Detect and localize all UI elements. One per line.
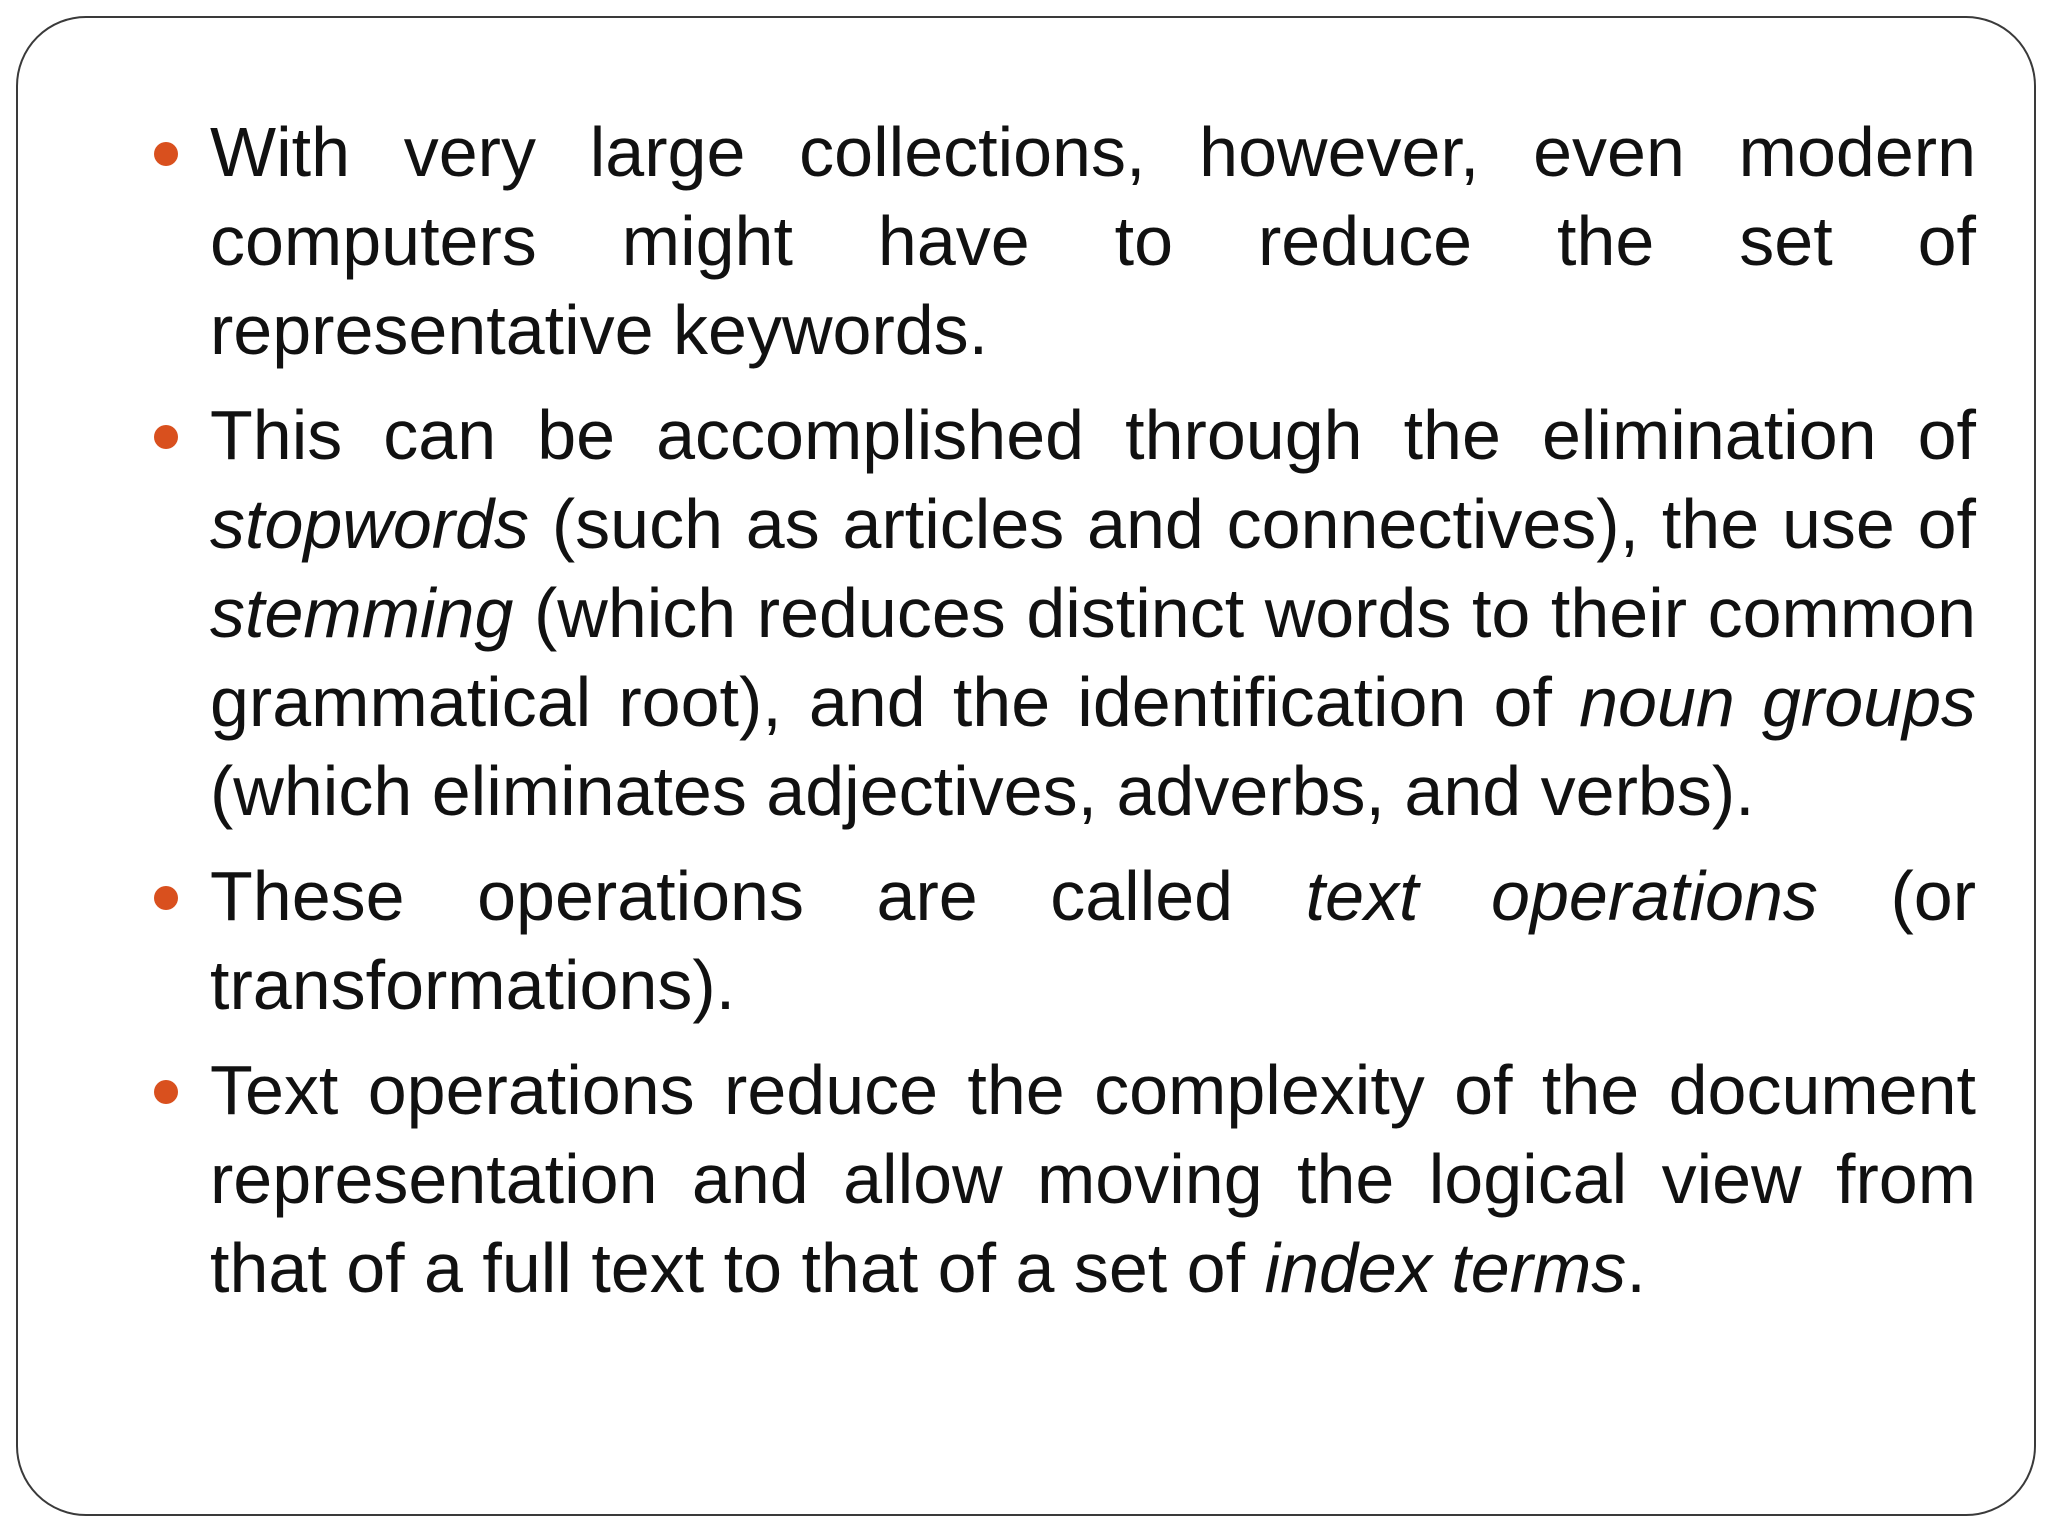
bullet-dot-icon [154, 1080, 178, 1104]
text-segment: Text operations reduce the complexity of the document representation and allow moving the logical view from that of a full text to that of a set of [210, 1051, 1976, 1307]
italic-term: stopwords [210, 485, 530, 563]
text-segment: (or transformations). [210, 857, 1977, 1024]
bullet-text [210, 108, 1976, 375]
bullet-item [210, 852, 1976, 1030]
bullet-text [210, 852, 1976, 1030]
text-segment: (which eliminates adjectives, adverbs, and verbs). [210, 752, 1755, 830]
bullet-item [210, 108, 1976, 375]
text-segment: . [1626, 1229, 1646, 1307]
slide-content [210, 108, 1976, 1329]
bullet-text [210, 1046, 1976, 1313]
text-segment: (which reduces distinct words to their common grammatical root), and the identification of [210, 574, 1976, 741]
italic-term: text operations [1305, 857, 1818, 935]
bullet-list [210, 108, 1976, 1313]
text-segment: This can be accomplished through the elimination of [210, 396, 1976, 474]
bullet-text [210, 391, 1976, 836]
text-segment: With very large collections, however, even modern computers might have to reduce the set of representative keywords. [210, 113, 1976, 369]
text-segment: These operations are called [210, 857, 1306, 935]
bullet-item [210, 1046, 1976, 1313]
bullet-item [210, 391, 1976, 836]
italic-term: index terms [1264, 1229, 1627, 1307]
italic-term: stemming [210, 574, 514, 652]
italic-term: noun groups [1579, 663, 1976, 741]
slide-frame [16, 16, 2036, 1516]
bullet-dot-icon [154, 886, 178, 910]
text-segment: (such as articles and connectives), the use of [529, 485, 1976, 563]
bullet-dot-icon [154, 425, 178, 449]
bullet-dot-icon [154, 142, 178, 166]
